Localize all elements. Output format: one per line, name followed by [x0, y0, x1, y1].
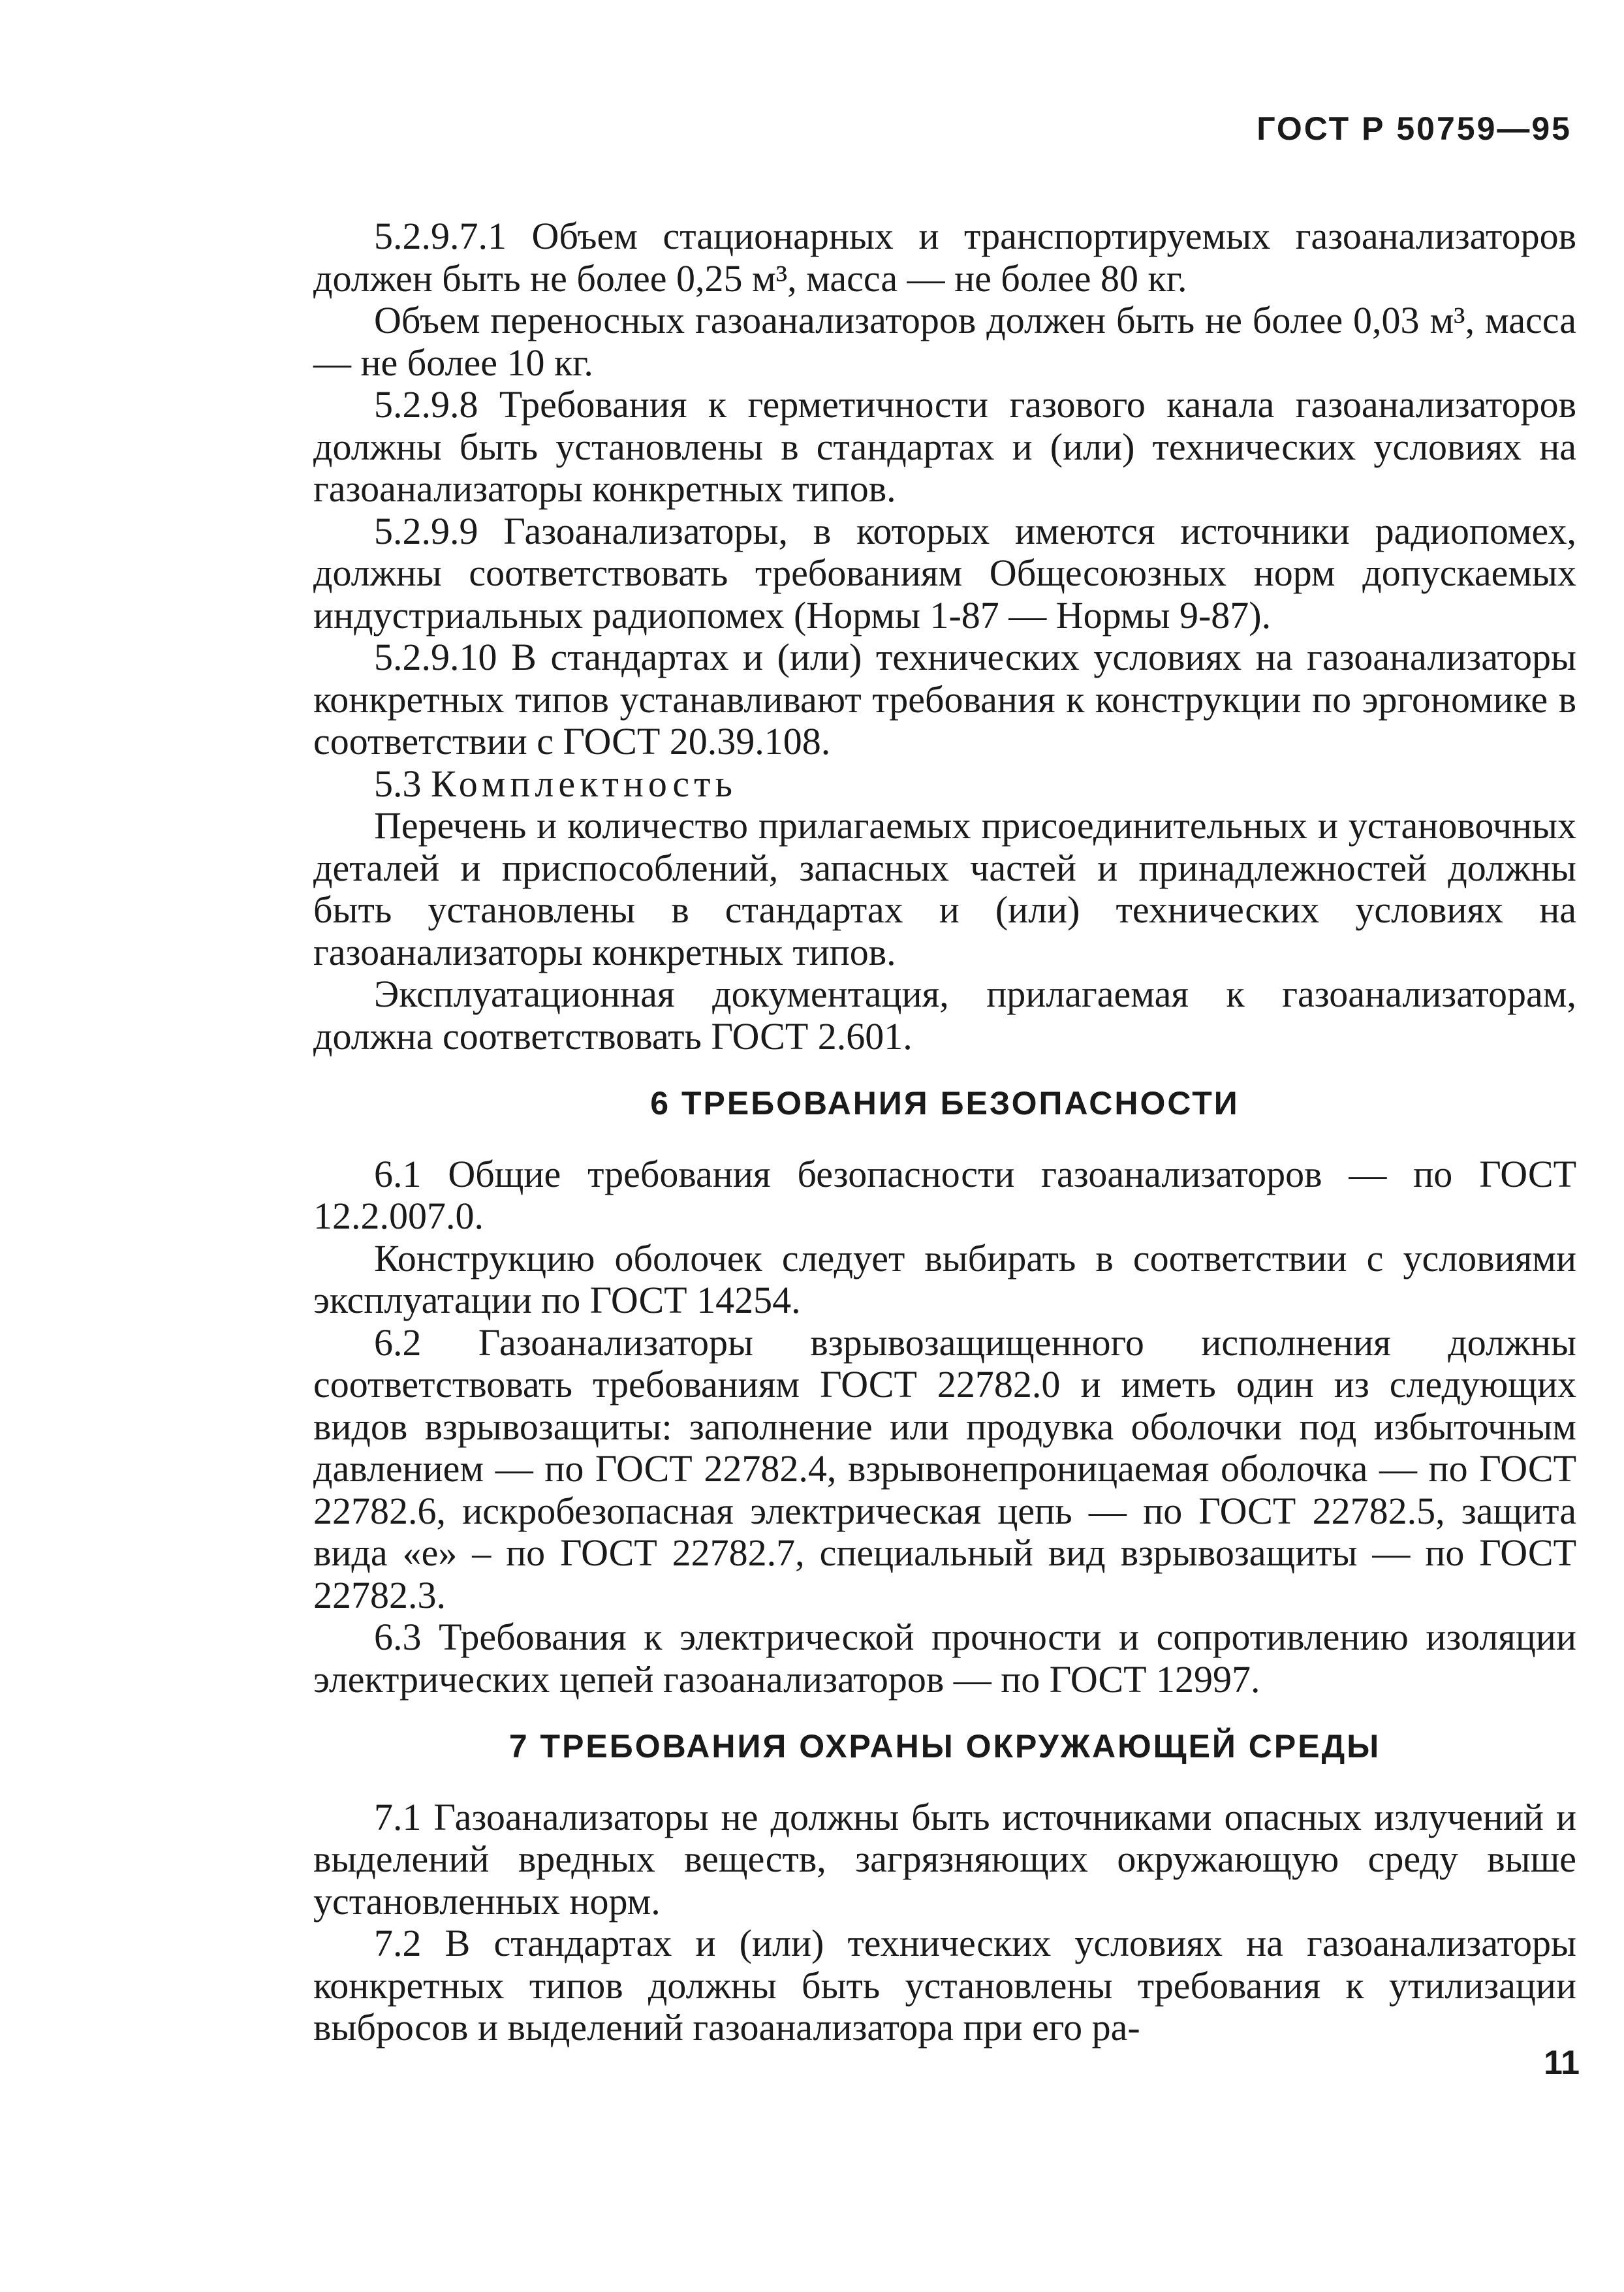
subsection-title: Комплектность: [431, 762, 737, 805]
clause-5-2-9-10: 5.2.9.10 В стандартах и (или) технических условиях на газоанализаторы конкретных типов устанавливают требования к конструкции по эргономике в соответствии с ГОСТ 20.39.108.: [313, 636, 1576, 762]
clause-6-2: 6.2 Газоанализаторы взрывозащищенного исполнения должны соответствовать требованиям ГОСТ 22782.0 и иметь один из следующих видов взрывозащиты: заполнение или продувка оболочки под избыточным давлением — по ГОСТ 22782.4, взрывонепроницаемая оболочка — по ГОСТ 22782.6, искробезопасная электрическая цепь — по ГОСТ 22782.5, защита вида «е» – по ГОСТ 22782.7, специальный вид взрывозащиты — по ГОСТ 22782.3.: [313, 1321, 1576, 1616]
subsection-5-3-title: [313, 763, 1576, 806]
clause-5-2-9-7-1: 5.2.9.7.1 Объем стационарных и транспортируемых газоанализаторов должен быть не более 0,25 м³, масса — не более 80 кг.: [313, 215, 1576, 300]
clause-5-2-9-8: 5.2.9.8 Требования к герметичности газового канала газоанализаторов должны быть установлены в стандартах и (или) технических условиях на газоанализаторы конкретных типов.: [313, 383, 1576, 510]
page-number: 11: [1544, 2044, 1580, 2082]
clause-portable-volume: Объем переносных газоанализаторов должен быть не более 0,03 м³, масса — не более 10 кг.: [313, 299, 1576, 384]
section-7-heading: 7 ТРЕБОВАНИЯ ОХРАНЫ ОКРУЖАЮЩЕЙ СРЕДЫ: [508, 1728, 1381, 1765]
subsection-number: 5.3: [374, 762, 422, 805]
clause-completeness: Перечень и количество прилагаемых присоединительных и установочных деталей и приспособлений, запасных частей и принадлежностей должны быть установлены в стандартах и (или) технических условиях на газоанализаторы конкретных типов.: [313, 804, 1576, 973]
clause-documentation: Эксплуатационная документация, прилагаемая к газоанализаторам, должна соответствовать ГОСТ 2.601.: [313, 973, 1576, 1058]
clause-6-1: 6.1 Общие требования безопасности газоанализаторов — по ГОСТ 12.2.007.0.: [313, 1152, 1576, 1237]
clause-7-2: 7.2 В стандартах и (или) технических условиях на газоанализаторы конкретных типов должны быть установлены требования к утилизации выбросов и выделений газоанализатора при его ра-: [313, 1922, 1576, 2049]
clause-5-2-9-9: 5.2.9.9 Газоанализаторы, в которых имеются источники радиопомех, должны соответствовать требованиям Общесоюзных норм допускаемых индустриальных радиопомех (Нормы 1-87 — Нормы 9-87).: [313, 509, 1576, 636]
clause-6-3: 6.3 Требования к электрической прочности и сопротивлению изоляции электрических цепей газоанализаторов — по ГОСТ 12997.: [313, 1616, 1576, 1701]
page-body: [313, 215, 1576, 2049]
standard-code-header: ГОСТ Р 50759—95: [1257, 110, 1572, 147]
section-6-heading: 6 ТРЕБОВАНИЯ БЕЗОПАСНОСТИ: [650, 1085, 1240, 1122]
clause-7-1: 7.1 Газоанализаторы не должны быть источниками опасных излучений и выделений вредных веществ, загрязняющих окружающую среду выше установленных норм.: [313, 1795, 1576, 1923]
clause-enclosures: Конструкцию оболочек следует выбирать в соответствии с условиями эксплуатации по ГОСТ 14254.: [313, 1236, 1576, 1321]
